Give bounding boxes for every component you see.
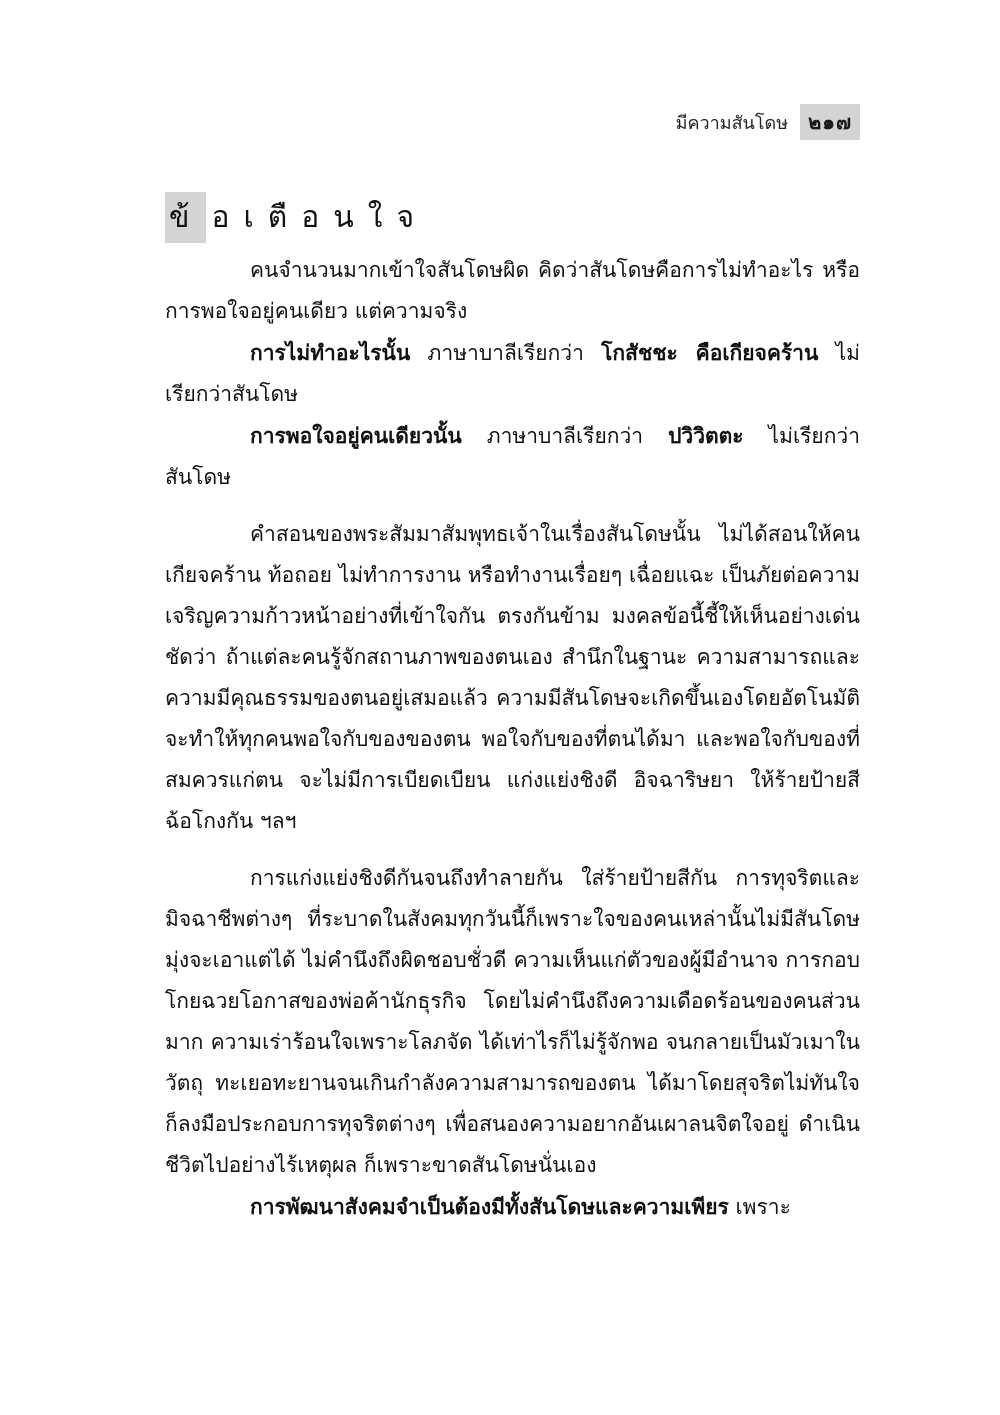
paragraph-1: คนจำนวนมากเข้าใจสันโดษผิด คิดว่าสันโดษคือการไม่ทำอะไร หรือการพอใจอยู่คนเดียว แต่ความจริง [165,258,860,323]
paragraph-3-text-2: ไม่เรียกว่าสันโดษ [165,424,861,489]
paragraph-2 [165,332,860,415]
paragraph-5: การแก่งแย่งชิงดีกันจนถึงทำลายกัน ใส่ร้ายป้ายสีกัน การทุจริตและมิจฉาชีพต่างๆ ที่ระบาดในสังคมทุกวันนี้ก็เพราะใจของคนเหล่านั้นไม่มีสันโดษ มุ่งจะเอาแต่ได้ ไม่คำนึงถึงผิดชอบชั่วดี ความเห็นแก่ตัวของผู้มีอำนาจ การกอบโกยฉวยโอกาสของพ่อค้านักธุรกิจ โดยไม่คำนึงถึงความเดือดร้อนของคนส่วนมาก ความเร่าร้อนใจเพราะโลภจัด ได้เท่าไรก็ไม่รู้จักพอ จนกลายเป็นมัวเมาในวัตถุ ทะเยอทะยานจนเกินกำลังความสามารถของตน ได้มาโดยสุจริตไม่ทันใจ ก็ลงมือประกอบการทุจริตต่างๆ เพื่อสนองความอยากอันเผาลนจิตใจอยู่ ดำเนินชีวิตไปอย่างไร้เหตุผล ก็เพราะขาดสันโดษนั่นเอง [165,866,860,1177]
paragraph-3-bold-1: การพอใจอยู่คนเดียวนั้น [250,423,462,448]
heading-highlighted-letter: ข้ [165,192,206,243]
paragraph-3 [165,415,860,498]
paragraph-2-text-1: ภาษาบาลีเรียกว่า [410,341,602,365]
paragraph-4: คำสอนของพระสัมมาสัมพุทธเจ้าในเรื่องสันโดษนั้น ไม่ได้สอนให้คนเกียจคร้าน ท้อถอย ไม่ทำการงาน หรือทำงานเรื่อยๆ เฉื่อยแฉะ เป็นภัยต่อความเจริญความก้าวหน้าอย่างที่เข้าใจกัน ตรงกันข้าม มงคลข้อนี้ชี้ให้เห็นอย่างเด่นชัดว่า ถ้าแต่ละคนรู้จักสถานภาพของตนเอง สำนึกในฐานะ ความสามารถและความมีคุณธรรมของตนอยู่เสมอแล้ว ความมีสันโดษจะเกิดขึ้นเองโดยอัตโนมัติ จะทำให้ทุกคนพอใจกับของของตน พอใจกับของที่ตนได้มา และพอใจกับของที่สมควรแก่ตน จะไม่มีการเบียดเบียน แก่งแย่งชิงดี อิจฉาริษยา ให้ร้ายป้ายสี ฉ้อโกงกัน ฯลฯ [165,522,860,833]
paragraph-6 [165,1186,860,1228]
section-heading [165,192,428,243]
header-title: มีความสันโดษ [675,112,789,134]
paragraph-2-bold-1: การไม่ทำอะไรนั้น [250,340,411,365]
running-header [676,104,860,140]
paragraph-6-text-1: เพราะ [728,1195,791,1219]
heading-text: อเตือนใจ [211,200,429,235]
page-number: ๒๑๗ [800,104,860,140]
paragraph-3-text-1: ภาษาบาลีเรียกว่า [461,424,669,448]
paragraph-3-bold-2: ปวิวิตตะ [668,423,744,448]
paragraph-2-text-2: ไม่เรียกว่าสันโดษ [165,341,860,406]
paragraph-6-bold-1: การพัฒนาสังคมจำเป็นต้องมีทั้งสันโดษและความเพียร [250,1194,729,1219]
paragraph-2-bold-2: โกสัชชะ คือเกียจคร้าน [601,340,819,365]
body-text [165,250,860,1228]
